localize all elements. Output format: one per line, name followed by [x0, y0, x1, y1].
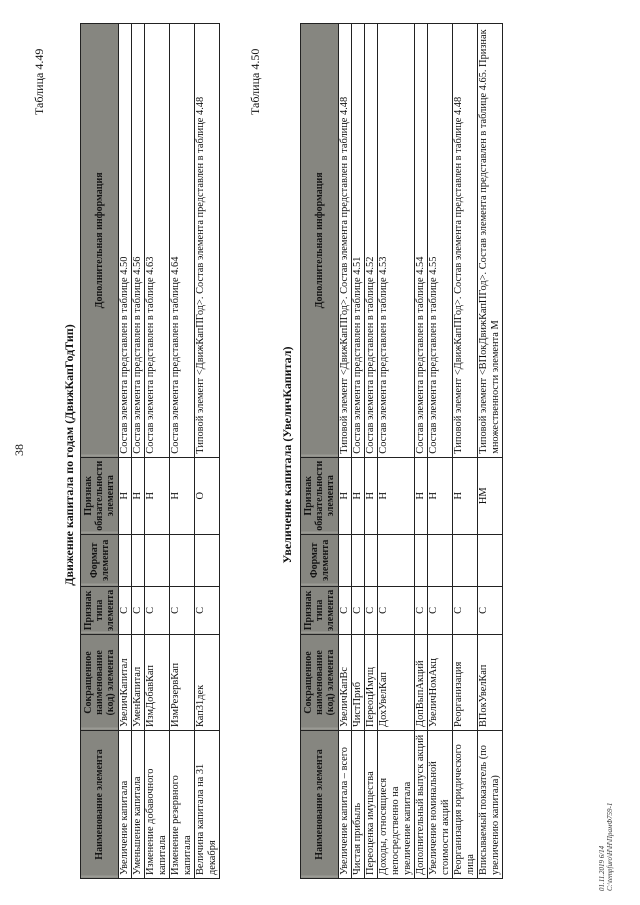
table-cell: Увеличение номинальной стоимости акций [428, 731, 453, 879]
table-cell: ДопВыпАкций [415, 635, 428, 731]
table2-title: Увеличение капитала (УвеличКапитал) [280, 346, 294, 564]
table-cell: С [145, 586, 170, 634]
table-cell: Состав элемента представлен в таблице 4.53 [378, 24, 415, 458]
table-row [415, 24, 428, 879]
table-cell: О [195, 457, 220, 534]
table-row [378, 24, 415, 879]
table-cell: Переоценка имущества [365, 731, 378, 879]
table-cell: Н [170, 457, 195, 534]
table-cell: УвеличНомАкц [428, 635, 453, 731]
table-cell: ИзмРезервКап [170, 635, 195, 731]
table-cell: Н [365, 457, 378, 534]
table-row [352, 24, 365, 879]
table-cell: Н [119, 457, 132, 534]
table-cell: ДохУвелКап [378, 635, 415, 731]
footer-line: С:\tempfuro\Н\Н\ПрамФ759-1 [606, 802, 614, 891]
table-cell: Типовой элемент <ДвижКапПГод>. Состав элемента представлен в таблице 4.48 [339, 24, 352, 458]
table-cell: Типовой элемент <ДвижКапПГод>. Состав элемента представлен в таблице 4.48 [195, 24, 220, 458]
table-cell [415, 534, 428, 586]
table-cell [378, 534, 415, 586]
header-cell: Признак типа элемента [81, 586, 119, 634]
table-cell: Доходы, относящиеся непосредственно на увеличение капитала [378, 731, 415, 879]
table-row [339, 24, 352, 879]
table-cell: Н [145, 457, 170, 534]
table-cell: С [119, 586, 132, 634]
table-cell: С [453, 586, 478, 634]
table-row [132, 24, 145, 879]
table-row [453, 24, 478, 879]
header-cell: Признак типа элемента [301, 586, 339, 634]
table-cell: Н [132, 457, 145, 534]
table-cell: Изменение резервного капитала [170, 731, 195, 879]
table-cell: Состав элемента представлен в таблице 4.55 [428, 24, 453, 458]
table1-label: Таблица 4.49 [32, 48, 46, 115]
table-cell: Н [428, 457, 453, 534]
table-row [478, 24, 503, 879]
header-cell: Дополнительная информация [301, 24, 339, 458]
table-cell: Состав элемента представлен в таблице 4.54 [415, 24, 428, 458]
table-cell: ЧистПриб [352, 635, 365, 731]
table-cell: Типовой элемент <ДвижКапПГод>. Состав элемента представлен в таблице 4.48 [453, 24, 478, 458]
table-cell: Н [352, 457, 365, 534]
table-cell: Увеличение капитала – всего [339, 731, 352, 879]
table-cell: Вписываемый показатель (по увеличению капитала) [478, 731, 503, 879]
table-cell [145, 534, 170, 586]
table-cell: ПереоцИмущ [365, 635, 378, 731]
table-cell: Величина капитала на 31 декабря [195, 731, 220, 879]
table-row [365, 24, 378, 879]
table-row [119, 24, 132, 879]
table-cell: С [352, 586, 365, 634]
table-cell [195, 534, 220, 586]
table-cell: Дополнительный выпуск акций [415, 731, 428, 879]
table-cell: Состав элемента представлен в таблице 4.50 [119, 24, 132, 458]
table-cell: С [195, 586, 220, 634]
table-cell [453, 534, 478, 586]
table-cell [170, 534, 195, 586]
table-row [145, 24, 170, 879]
table-cell [339, 534, 352, 586]
table-cell: С [378, 586, 415, 634]
table-cell: Состав элемента представлен в таблице 4.56 [132, 24, 145, 458]
header-cell: Наименование элемента [301, 731, 339, 879]
table1 [80, 23, 220, 879]
table-cell: Н [378, 457, 415, 534]
table-cell: Чистая прибыль [352, 731, 365, 879]
table-cell: Состав элемента представлен в таблице 4.52 [365, 24, 378, 458]
table-cell: УвеличКапитал [119, 635, 132, 731]
table-cell [132, 534, 145, 586]
footer [598, 803, 614, 891]
table-cell: Увеличение капитала [119, 731, 132, 879]
table2-header-row [301, 24, 339, 879]
table-cell: Состав элемента представлен в таблице 4.64 [170, 24, 195, 458]
table-cell: НМ [478, 457, 503, 534]
table-cell [478, 534, 503, 586]
header-cell: Дополнительная информация [81, 24, 119, 458]
table-cell: Реорганизация юридического лица [453, 731, 478, 879]
table1-title: Движение капитала по годам (ДвижКапГодТип) [62, 324, 76, 586]
table-cell: С [365, 586, 378, 634]
table-cell: С [132, 586, 145, 634]
footer-line: 01.11.2019 6/14 [598, 845, 606, 891]
table1-header-row [81, 24, 119, 879]
table-cell: Типовой элемент <ВПокДвижКапПГод>. Состав элемента представлен в таблице 4.65. Признак множественности элемента М [478, 24, 503, 458]
table-cell: С [170, 586, 195, 634]
table-row [195, 24, 220, 879]
table-cell: С [339, 586, 352, 634]
table-cell: Уменьшение капитала [132, 731, 145, 879]
table-cell: ИзмДобавКап [145, 635, 170, 731]
table-cell: С [428, 586, 453, 634]
table-cell [365, 534, 378, 586]
table-cell: УвеличКапВс [339, 635, 352, 731]
table-cell: Н [339, 457, 352, 534]
table-cell: ВПокУвелКап [478, 635, 503, 731]
header-cell: Признак обязательности элемента [81, 457, 119, 534]
table-cell: УменКапитал [132, 635, 145, 731]
table-cell: Н [453, 457, 478, 534]
table-row [428, 24, 453, 879]
table-cell: Кап31дек [195, 635, 220, 731]
header-cell: Сокращенное наименование (код) элемента [301, 635, 339, 731]
table2 [300, 23, 503, 879]
table-cell [119, 534, 132, 586]
table-cell: Реорганизация [453, 635, 478, 731]
table-cell: Изменение добавочного капитала [145, 731, 170, 879]
table-cell: Н [415, 457, 428, 534]
table2-label: Таблица 4.50 [248, 48, 262, 115]
table-cell: Состав элемента представлен в таблице 4.63 [145, 24, 170, 458]
table1-body [119, 24, 220, 879]
header-cell: Наименование элемента [81, 731, 119, 879]
table-cell: Состав элемента представлен в таблице 4.51 [352, 24, 365, 458]
table-cell [352, 534, 365, 586]
page-number: 38 [12, 444, 26, 456]
table-cell [428, 534, 453, 586]
header-cell: Формат элемента [81, 534, 119, 586]
table2-body [339, 24, 503, 879]
table-row [170, 24, 195, 879]
header-cell: Сокращенное наименование (код) элемента [81, 635, 119, 731]
table-cell: С [478, 586, 503, 634]
header-cell: Признак обязательности элемента [301, 457, 339, 534]
header-cell: Формат элемента [301, 534, 339, 586]
table-cell: С [415, 586, 428, 634]
